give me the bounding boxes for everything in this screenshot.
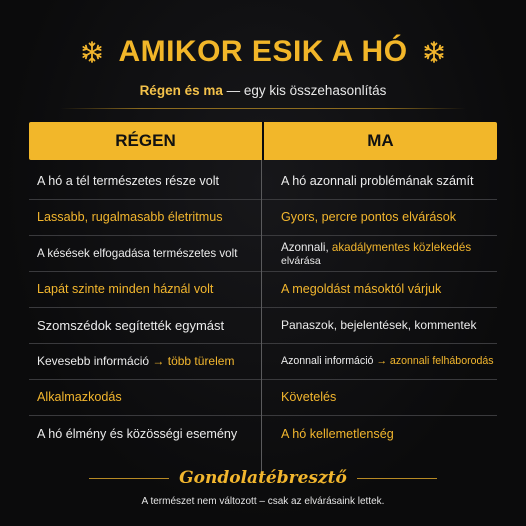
cell-ma: A megoldást másoktól várjuk bbox=[281, 282, 442, 296]
table-row bbox=[29, 164, 497, 200]
table-header bbox=[29, 122, 497, 160]
table-row bbox=[29, 308, 497, 344]
cell-regen-part-a: Kevesebb információ bbox=[37, 354, 153, 368]
cell-regen-part-b: több türelem bbox=[164, 354, 235, 368]
cell-ma bbox=[263, 236, 497, 271]
header-regen: RÉGEN bbox=[29, 122, 264, 160]
snowflake-icon bbox=[422, 40, 446, 64]
cell-regen: A hó élmény és közösségi esemény bbox=[37, 426, 238, 441]
cell-regen: A késések elfogadása természetes volt bbox=[37, 247, 238, 260]
cell-regen: Szomszédok segítették egymást bbox=[37, 318, 225, 333]
cell-ma-part-a: Azonnali információ bbox=[281, 355, 377, 367]
footer-line-right bbox=[357, 478, 437, 479]
cell-regen: Alkalmazkodás bbox=[37, 390, 122, 404]
cell-ma-part-b: azonnali felháborodás bbox=[386, 355, 494, 367]
table-row bbox=[29, 380, 497, 416]
footer-title: Gondolatébresztő bbox=[179, 468, 347, 488]
footer-title-row bbox=[0, 466, 526, 490]
table-body bbox=[29, 164, 497, 452]
cell-ma: A hó kellemetlenség bbox=[281, 426, 394, 441]
table-row bbox=[29, 344, 497, 380]
page-title: AMIKOR ESIK A HÓ bbox=[118, 35, 408, 68]
snowflake-icon bbox=[80, 40, 104, 64]
table-row bbox=[29, 272, 497, 308]
header-ma: MA bbox=[367, 131, 394, 150]
table-row bbox=[29, 416, 497, 452]
cell-regen: Lassabb, rugalmasabb életritmus bbox=[37, 210, 223, 224]
arrow-icon: → bbox=[152, 354, 165, 368]
cell-regen: A hó a tél természetes része volt bbox=[37, 174, 219, 188]
cell-ma-line1: Azonnali, bbox=[281, 241, 332, 254]
cell-ma: Gyors, percre pontos elvárások bbox=[281, 210, 456, 224]
arrow-icon: → bbox=[376, 355, 387, 367]
cell-ma: Panaszok, bejelentések, kommentek bbox=[281, 318, 477, 332]
cell-ma-line1-highlight: akadálymentes közlekedés bbox=[331, 241, 472, 254]
comparison-table bbox=[29, 122, 497, 452]
cell-ma: A hó azonnali problémának számít bbox=[281, 174, 474, 188]
cell-regen: Lapát szinte minden háznál volt bbox=[37, 282, 214, 296]
footer-text: A természet nem változott – csak az elvárásaink lettek. bbox=[141, 496, 385, 507]
subtitle-strong: Régen és ma bbox=[139, 83, 223, 98]
table-row bbox=[29, 236, 497, 272]
column-divider bbox=[261, 160, 262, 482]
subtitle-rest: — egy kis összehasonlítás bbox=[222, 83, 387, 98]
cell-ma: Követelés bbox=[281, 390, 337, 404]
table-row bbox=[29, 200, 497, 236]
cell-regen bbox=[29, 344, 263, 379]
title-row bbox=[0, 34, 526, 70]
cell-ma bbox=[263, 344, 497, 379]
subtitle bbox=[0, 82, 526, 100]
footer-line-left bbox=[89, 478, 169, 479]
divider bbox=[60, 108, 466, 109]
cell-ma-line2: elvárása bbox=[281, 255, 321, 267]
